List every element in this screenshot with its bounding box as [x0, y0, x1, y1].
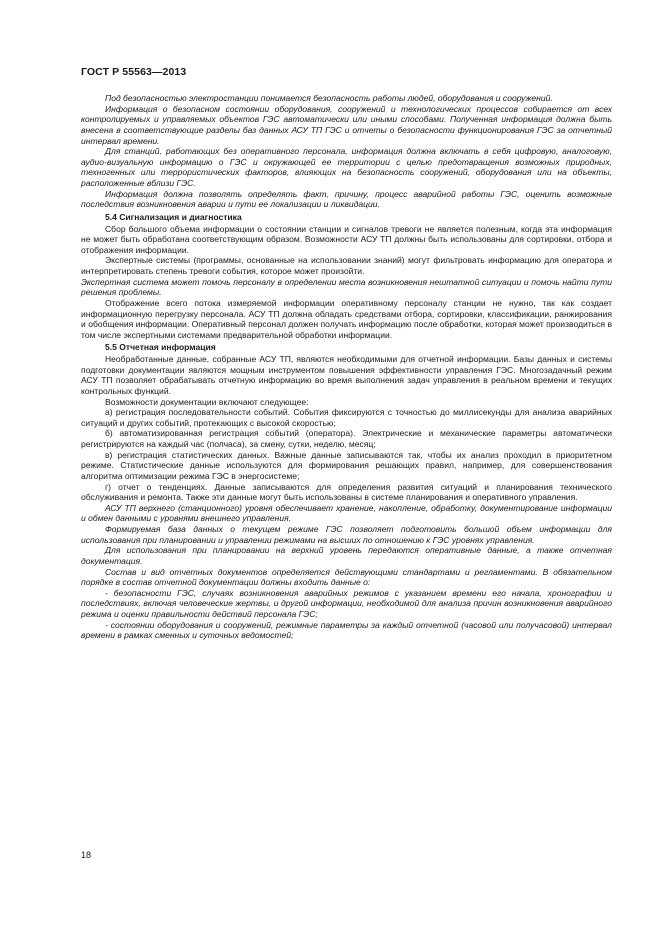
list-item: а) регистрация последовательности событий. События фиксируются с точностью до миллисекунды для анализа аварийных ситуаций и других событий, протекающих с высокой скоростью; — [81, 407, 612, 428]
list-item: б) автоматизированная регистрация событий (оператора). Электрические и механические параметры автоматически регистрируются на каждый час (полчаса), за смену, сутки, неделю, месяц; — [81, 428, 612, 449]
paragraph: Формируемая база данных о текущем режиме ГЭС позволяет подготовить большой объем информации для использования при планировании и управлении режимами на высших по отношению к ГЭС уровнях управления. — [81, 524, 612, 545]
paragraph: Возможности документации включают следующее: — [105, 396, 309, 407]
list-item: в) регистрация статистических данных. Важные данные записываются так, чтобы их анализ проходил в приоритетном режиме. Статистические данные используются для формирования решающих правил, например, для совершенствования алгоритма оптимизации режима ГЭС в энергосистеме; — [81, 449, 612, 481]
paragraph: Отображение всего потока измеряемой информации оперативному персоналу станции не нужно, так как создает информационную перегрузку персонала. АСУ ТП должна обладать средствами отбора, сортировки, классификации, ранжирования и обобщения информации. Оперативный персонал должен получать информацию после обработки, которая может производиться в том числе экспертными системами предварительной обработки информации. — [81, 297, 612, 340]
paragraph: Под безопасностью электростанции понимается безопасность работы людей, оборудования и сооружений. — [105, 93, 553, 103]
section-heading-5-4: 5.4 Сигнализация и диагностика — [105, 211, 242, 222]
page-number: 18 — [81, 850, 92, 860]
paragraph: Экспертная система может помочь персоналу в определении места возникновения нештатной ситуации и помочь найти пути решения проблемы. — [81, 276, 612, 298]
list-item: - безопасности ГЭС, случаях возникновения аварийных режимов с указанием времени его начала, хронографии и последствиях, включая человеческие жертвы, и другой информации, необходимой для анализа причин возникновения аварийного режима и оценки правильности действий персонала ГЭС; — [81, 587, 612, 619]
list-item: г) отчет о тенденциях. Данные записываются для определения развития ситуаций и планирования технического обслуживания и ремонта. Также эти данные могут быть использованы в системе планирования и оперативного управления. — [81, 481, 612, 503]
section-heading-5-5: 5.5 Отчетная информация — [105, 342, 216, 353]
paragraph: Состав и вид отчетных документов определяется действующими стандартами и регламентами. В обязательном порядке в состав отчетной документации должны входить данные о: — [81, 566, 612, 588]
document-body — [81, 93, 612, 641]
paragraph: Для станций, работающих без оперативного персонала, информация должна включать в себя цифровую, аналоговую, аудио-визуальную информацию о ГЭС и окружающей ее территории с целью предотвращения возможных природных, техногенных или террористических факторов, влияющих на безопасность сооружений, оборудования или на объекты, расположенные вблизи ГЭС. — [81, 146, 612, 188]
paragraph: Сбор большого объема информации о состоянии станции и сигналов тревоги не является полезным, когда эта информация не может быть обработана соответствующим образом. Возможности АСУ ТП должны быть использованы для сортировки, отбора и отображения информации. — [81, 223, 612, 255]
paragraph: Экспертные системы (программы, основанные на использовании знаний) могут фильтровать информацию для оператора и интерпретировать степень тревоги события, которое может произойти. — [81, 255, 612, 276]
paragraph: Необработанные данные, собранные АСУ ТП, являются необходимыми для отчетной информации. Базы данных и системы подготовки документации являются мощным инструментом повышения эффективности управления ГЭС. Многозадачный режим АСУ ТП позволяет обрабатывать отчетную информацию во время выполнения задач управления в реальном времени и текущих контрольных функций. — [81, 354, 612, 396]
paragraph: АСУ ТП верхнего (станционного) уровня обеспечивает хранение, накопление, обработку, документирование информации и обмен данными с уровнями внешнего управления. — [81, 502, 612, 524]
paragraph: Информация о безопасном состоянии оборудования, сооружений и технологических процессов собирается от всех контролируемых и управляемых объектов ГЭС автоматически или иными способами. Полученная информация должна быть внесена в соответствующие разделы баз данных АСУ ТП ГЭС и отчеты о безопасности функционирования ГЭС за отчетный интервал времени. — [81, 103, 612, 146]
list-item: - состоянии оборудования и сооружений, режимные параметры за каждый отчетной (часовой или получасовой) интервал времени в рамках сменных и суточных ведомостей; — [81, 619, 612, 641]
paragraph: Информация должна позволять определять факт, причину, процесс аварийной работы ГЭС, оценить возможные последствия возникновения аварии и пути ее локализации и ликвидации. — [81, 188, 612, 210]
standard-header: ГОСТ Р 55563—2013 — [81, 66, 187, 78]
paragraph: Для использования при планировании на верхний уровень передаются оперативные данные, а также отчетная документация. — [81, 545, 612, 566]
